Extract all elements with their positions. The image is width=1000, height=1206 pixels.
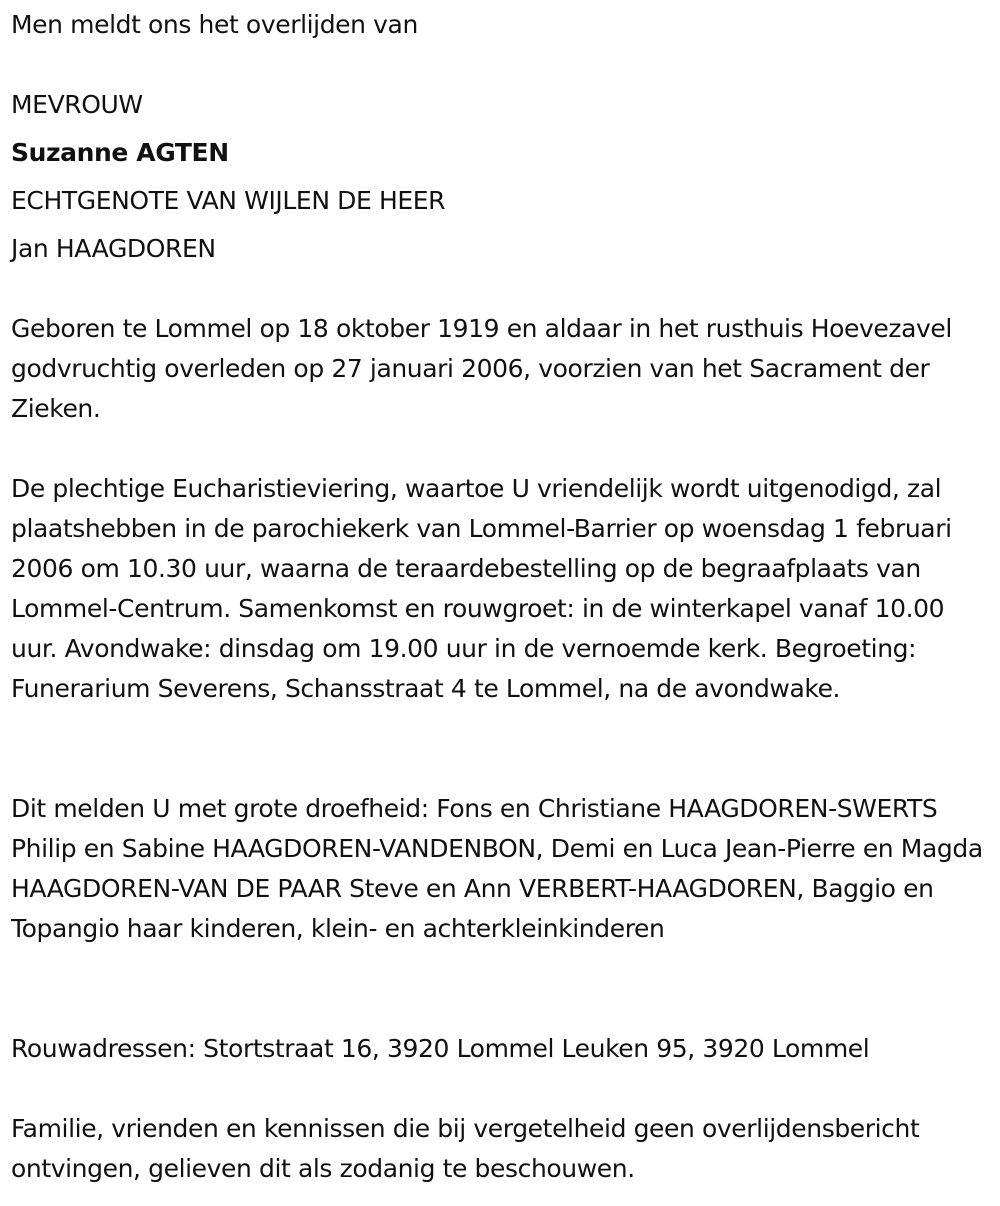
- birth-death-paragraph: Geboren te Lommel op 18 oktober 1919 en aldaar in het rusthuis Hoevezavel godvruchtig overleden op 27 januari 2006, voorzien van het Sacrament der Zieken.: [11, 314, 952, 423]
- relation-text: ECHTGENOTE VAN WIJLEN DE HEER: [11, 186, 446, 215]
- spouse-name: Jan HAAGDOREN: [11, 234, 216, 263]
- family-paragraph: Dit melden U met grote droefheid: Fons en Christiane HAAGDOREN-SWERTS Philip en Sabine HAAGDOREN-VANDENBON, Demi en Luca Jean-Pierre en Magda HAAGDOREN-VAN DE PAAR Steve en Ann VERBERT-HAAGDOREN, Baggio en Topangio haar kinderen, klein- en achterkleinkinderen: [11, 794, 983, 943]
- deceased-name: Suzanne AGTEN: [11, 138, 229, 167]
- closing-paragraph: Familie, vrienden en kennissen die bij vergetelheid geen overlijdensbericht ontvingen, gelieven dit als zodanig te beschouwen.: [11, 1114, 920, 1183]
- ceremony-paragraph: De plechtige Eucharistieviering, waartoe U vriendelijk wordt uitgenodigd, zal plaatshebben in de parochiekerk van Lommel-Barrier op woensdag 1 februari 2006 om 10.30 uur, waarna de teraardebestelling op de begraafplaats van Lommel-Centrum. Samenkomst en rouwgroet: in de winterkapel vanaf 10.00 uur. Avondwake: dinsdag om 19.00 uur in de vernoemde kerk. Begroeting: Funerarium Severens, Schansstraat 4 te Lommel, na de avondwake.: [11, 474, 952, 703]
- addresses-paragraph: Rouwadressen: Stortstraat 16, 3920 Lommel Leuken 95, 3920 Lommel: [11, 1034, 870, 1063]
- intro-text: Men meldt ons het overlijden van: [11, 10, 418, 39]
- honorific-title: MEVROUW: [11, 90, 143, 119]
